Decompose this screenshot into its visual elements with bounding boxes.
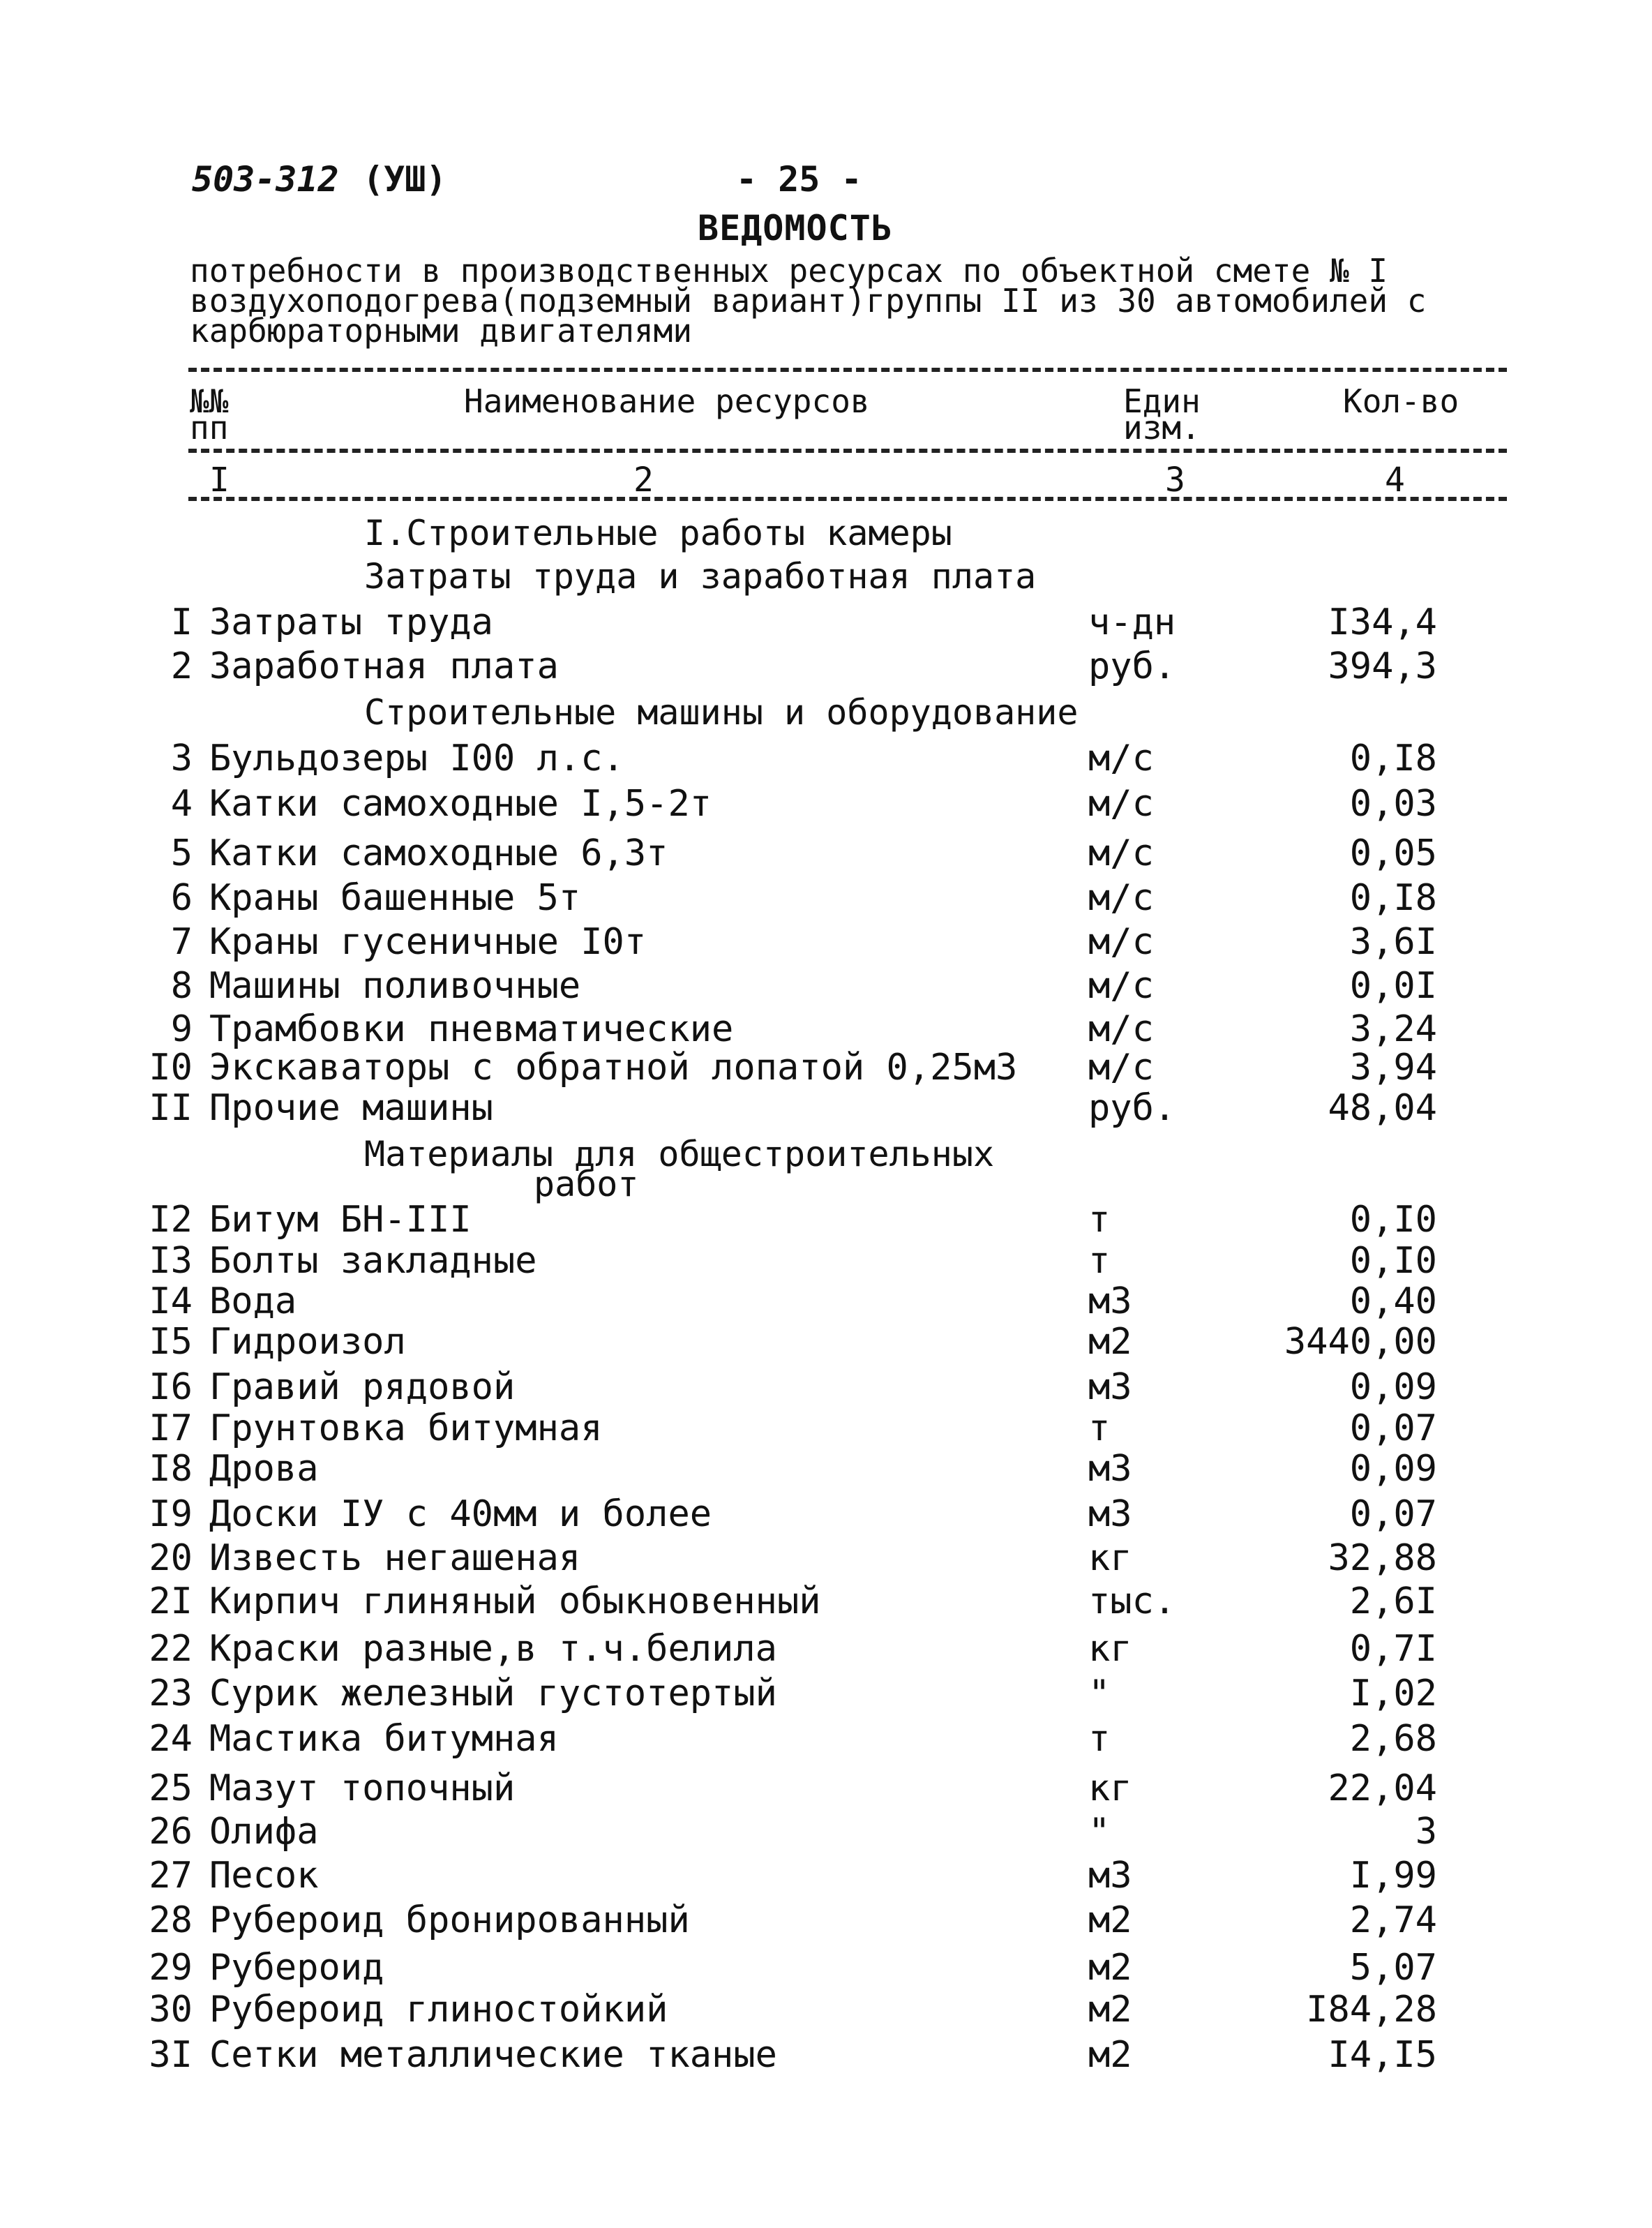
table-row bbox=[105, 832, 1437, 874]
table-row bbox=[105, 921, 1437, 963]
table-row bbox=[105, 1947, 1437, 1989]
row-name: Затраты труда bbox=[209, 601, 493, 643]
table-row bbox=[105, 1199, 1437, 1241]
row-number: 2I bbox=[149, 1580, 193, 1622]
row-unit: тыс. bbox=[1088, 1580, 1176, 1622]
row-unit: м/с bbox=[1088, 1047, 1154, 1089]
row-unit: м3 bbox=[1088, 1493, 1132, 1535]
row-unit: м/с bbox=[1088, 738, 1154, 779]
row-name: Рубероид глиностойкий bbox=[209, 1989, 668, 2031]
row-name: Бульдозеры I00 л.с. bbox=[209, 738, 624, 779]
row-qty: 2,68 bbox=[1349, 1718, 1437, 1760]
row-qty: 2,6I bbox=[1349, 1580, 1437, 1622]
row-qty: 5,07 bbox=[1349, 1947, 1437, 1989]
row-unit: м/с bbox=[1088, 965, 1154, 1007]
row-name: Сетки металлические тканые bbox=[209, 2034, 777, 2076]
table-row bbox=[105, 1580, 1437, 1622]
table-row bbox=[105, 1087, 1437, 1129]
row-number: 28 bbox=[149, 1899, 193, 1941]
row-name: Доски IУ с 40мм и более bbox=[209, 1493, 712, 1535]
row-unit: т bbox=[1088, 1718, 1111, 1760]
row-unit: т bbox=[1088, 1199, 1111, 1241]
row-qty: I,02 bbox=[1349, 1673, 1437, 1714]
table-row bbox=[105, 1047, 1437, 1089]
row-unit: " bbox=[1088, 1811, 1111, 1853]
row-number: 26 bbox=[149, 1811, 193, 1853]
row-unit: м2 bbox=[1088, 1321, 1132, 1363]
row-unit: руб. bbox=[1088, 1087, 1176, 1129]
row-name: Песок bbox=[209, 1855, 319, 1897]
row-unit: " bbox=[1088, 1673, 1111, 1714]
row-qty: 0,40 bbox=[1349, 1280, 1437, 1322]
table-row bbox=[105, 1448, 1437, 1490]
row-name: Экскаваторы с обратной лопатой 0,25м3 bbox=[209, 1047, 1018, 1089]
row-qty: I84,28 bbox=[1306, 1989, 1437, 2031]
row-number: 8 bbox=[170, 965, 193, 1007]
row-name: Краны башенные 5т bbox=[209, 877, 581, 919]
row-unit: м3 bbox=[1088, 1366, 1132, 1408]
row-qty: 0,0I bbox=[1349, 965, 1437, 1007]
row-number: 9 bbox=[170, 1008, 193, 1050]
row-qty: 394,3 bbox=[1328, 645, 1437, 687]
row-name: Мазут топочный bbox=[209, 1767, 516, 1809]
row-number: 5 bbox=[170, 832, 193, 874]
table-row bbox=[105, 645, 1437, 687]
row-name: Кирпич глиняный обыкновенный bbox=[209, 1580, 821, 1622]
section-title: I.Строительные работы камеры bbox=[364, 513, 952, 553]
row-number: 30 bbox=[149, 1989, 193, 2031]
row-number: I2 bbox=[149, 1199, 193, 1241]
row-qty: 3,94 bbox=[1349, 1047, 1437, 1089]
row-number: 3I bbox=[149, 2034, 193, 2076]
row-number: I3 bbox=[149, 1240, 193, 1282]
row-number: 25 bbox=[149, 1767, 193, 1809]
row-qty: 0,03 bbox=[1349, 783, 1437, 825]
row-name: Грунтовка битумная bbox=[209, 1407, 603, 1449]
row-name: Рубероид бронированный bbox=[209, 1899, 690, 1941]
subtitle-line-3: карбюраторными двигателями bbox=[190, 312, 693, 350]
group-title-machines: Строительные машины и оборудование bbox=[364, 692, 1079, 733]
table-row bbox=[105, 1366, 1437, 1408]
row-unit: м/с bbox=[1088, 921, 1154, 963]
col-header-name: Наименование ресурсов bbox=[464, 382, 870, 420]
row-qty: 0,I0 bbox=[1349, 1199, 1437, 1241]
row-qty: I4,I5 bbox=[1328, 2034, 1437, 2076]
row-name: Гидроизол bbox=[209, 1321, 406, 1363]
table-row bbox=[105, 738, 1437, 779]
row-number: I9 bbox=[149, 1493, 193, 1535]
row-name: Сурик железный густотертый bbox=[209, 1673, 777, 1714]
table-row bbox=[105, 1280, 1437, 1322]
col-number-2: 2 bbox=[633, 461, 654, 500]
row-name: Катки самоходные I,5-2т bbox=[209, 783, 712, 825]
col-header-num-1: №№ bbox=[190, 382, 229, 420]
col-header-qty: Кол-во bbox=[1343, 382, 1459, 420]
row-number: I4 bbox=[149, 1280, 193, 1322]
header-divider-bottom bbox=[188, 497, 1507, 501]
table-row bbox=[105, 1493, 1437, 1535]
page-number: - 25 - bbox=[736, 159, 862, 200]
col-header-num-2: пп bbox=[190, 409, 229, 447]
table-row bbox=[105, 783, 1437, 825]
row-unit: м/с bbox=[1088, 832, 1154, 874]
row-qty: 0,7I bbox=[1349, 1628, 1437, 1670]
row-number: 4 bbox=[170, 783, 193, 825]
row-number: 6 bbox=[170, 877, 193, 919]
row-name: Краски разные,в т.ч.белила bbox=[209, 1628, 777, 1670]
group-title-materials: Материалы для общестроительных bbox=[364, 1134, 995, 1174]
subtitle-line-1: потребности в производственных ресурсах по объектной смете № I bbox=[190, 252, 1388, 290]
table-row bbox=[105, 965, 1437, 1007]
col-header-unit-2: изм. bbox=[1123, 409, 1201, 447]
group-title-labor: Затраты труда и заработная плата bbox=[364, 556, 1037, 597]
col-number-3: 3 bbox=[1165, 461, 1185, 500]
table-row bbox=[105, 877, 1437, 919]
table-row bbox=[105, 1628, 1437, 1670]
col-number-1: I bbox=[209, 461, 230, 500]
table-row bbox=[105, 2034, 1437, 2076]
row-unit: т bbox=[1088, 1240, 1111, 1282]
row-number: I0 bbox=[149, 1047, 193, 1089]
row-number: 2 bbox=[170, 645, 193, 687]
row-name: Гравий рядовой bbox=[209, 1366, 516, 1408]
row-number: I8 bbox=[149, 1448, 193, 1490]
row-number: I6 bbox=[149, 1366, 193, 1408]
row-unit: м3 bbox=[1088, 1280, 1132, 1322]
row-qty: 3 bbox=[1415, 1811, 1437, 1853]
row-qty: I34,4 bbox=[1328, 601, 1437, 643]
row-number: I5 bbox=[149, 1321, 193, 1363]
page-title: ВЕДОМОСТЬ bbox=[698, 208, 893, 248]
row-name: Краны гусеничные I0т bbox=[209, 921, 647, 963]
row-qty: I,99 bbox=[1349, 1855, 1437, 1897]
row-unit: ч-дн bbox=[1088, 601, 1176, 643]
table-row bbox=[105, 1899, 1437, 1941]
row-unit: руб. bbox=[1088, 645, 1176, 687]
row-number: 22 bbox=[149, 1628, 193, 1670]
row-qty: 22,04 bbox=[1328, 1767, 1437, 1809]
col-header-unit-1: Един bbox=[1123, 382, 1201, 420]
document-code: 503-312 bbox=[192, 159, 339, 200]
row-number: II bbox=[149, 1087, 193, 1129]
row-number: 20 bbox=[149, 1537, 193, 1579]
document-section: (УШ) bbox=[363, 159, 447, 200]
row-qty: 3,6I bbox=[1349, 921, 1437, 963]
row-qty: 0,05 bbox=[1349, 832, 1437, 874]
row-unit: кг bbox=[1088, 1628, 1132, 1670]
col-number-4: 4 bbox=[1385, 461, 1405, 500]
row-number: 3 bbox=[170, 738, 193, 779]
row-qty: 0,I0 bbox=[1349, 1240, 1437, 1282]
row-unit: м3 bbox=[1088, 1855, 1132, 1897]
table-row bbox=[105, 1718, 1437, 1760]
group-title-materials-line2: работ bbox=[534, 1164, 639, 1204]
row-name: Рубероид bbox=[209, 1947, 384, 1989]
row-qty: 3,24 bbox=[1349, 1008, 1437, 1050]
table-row bbox=[105, 1767, 1437, 1809]
row-name: Дрова bbox=[209, 1448, 319, 1490]
row-number: 23 bbox=[149, 1673, 193, 1714]
row-qty: 3440,00 bbox=[1284, 1321, 1437, 1363]
row-qty: 0,09 bbox=[1349, 1366, 1437, 1408]
row-qty: 2,74 bbox=[1349, 1899, 1437, 1941]
table-row bbox=[105, 1673, 1437, 1714]
row-qty: 0,09 bbox=[1349, 1448, 1437, 1490]
row-name: Заработная плата bbox=[209, 645, 559, 687]
table-row bbox=[105, 1811, 1437, 1853]
row-unit: м3 bbox=[1088, 1448, 1132, 1490]
row-unit: кг bbox=[1088, 1767, 1132, 1809]
row-unit: м/с bbox=[1088, 877, 1154, 919]
row-qty: 0,I8 bbox=[1349, 738, 1437, 779]
table-row bbox=[105, 1537, 1437, 1579]
row-qty: 0,07 bbox=[1349, 1493, 1437, 1535]
row-name: Известь негашеная bbox=[209, 1537, 581, 1579]
subtitle-line-2: воздухоподогрева(подземный вариант)группы II из 30 автомобилей с bbox=[190, 282, 1427, 320]
table-row bbox=[105, 1989, 1437, 2031]
row-name: Мастика битумная bbox=[209, 1718, 559, 1760]
row-number: 7 bbox=[170, 921, 193, 963]
row-unit: кг bbox=[1088, 1537, 1132, 1579]
row-name: Трамбовки пневматические bbox=[209, 1008, 734, 1050]
row-number: I7 bbox=[149, 1407, 193, 1449]
row-qty: 0,I8 bbox=[1349, 877, 1437, 919]
row-unit: м2 bbox=[1088, 1899, 1132, 1941]
row-unit: т bbox=[1088, 1407, 1111, 1449]
row-name: Битум БН-III bbox=[209, 1199, 472, 1241]
header-divider-middle bbox=[188, 449, 1507, 453]
row-name: Катки самоходные 6,3т bbox=[209, 832, 668, 874]
table-row bbox=[105, 601, 1437, 643]
row-number: 27 bbox=[149, 1855, 193, 1897]
table-row bbox=[105, 1240, 1437, 1282]
row-unit: м/с bbox=[1088, 783, 1154, 825]
row-qty: 0,07 bbox=[1349, 1407, 1437, 1449]
row-unit: м2 bbox=[1088, 1947, 1132, 1989]
row-number: I bbox=[170, 601, 193, 643]
header-divider-top bbox=[188, 368, 1507, 372]
row-number: 24 bbox=[149, 1718, 193, 1760]
table-row bbox=[105, 1321, 1437, 1363]
row-name: Олифа bbox=[209, 1811, 319, 1853]
row-unit: м/с bbox=[1088, 1008, 1154, 1050]
row-name: Машины поливочные bbox=[209, 965, 581, 1007]
row-unit: м2 bbox=[1088, 2034, 1132, 2076]
table-row bbox=[105, 1008, 1437, 1050]
row-number: 29 bbox=[149, 1947, 193, 1989]
row-qty: 48,04 bbox=[1328, 1087, 1437, 1129]
row-qty: 32,88 bbox=[1328, 1537, 1437, 1579]
table-row bbox=[105, 1407, 1437, 1449]
row-name: Болты закладные bbox=[209, 1240, 537, 1282]
table-row bbox=[105, 1855, 1437, 1897]
row-name: Вода bbox=[209, 1280, 297, 1322]
row-unit: м2 bbox=[1088, 1989, 1132, 2031]
row-name: Прочие машины bbox=[209, 1087, 493, 1129]
